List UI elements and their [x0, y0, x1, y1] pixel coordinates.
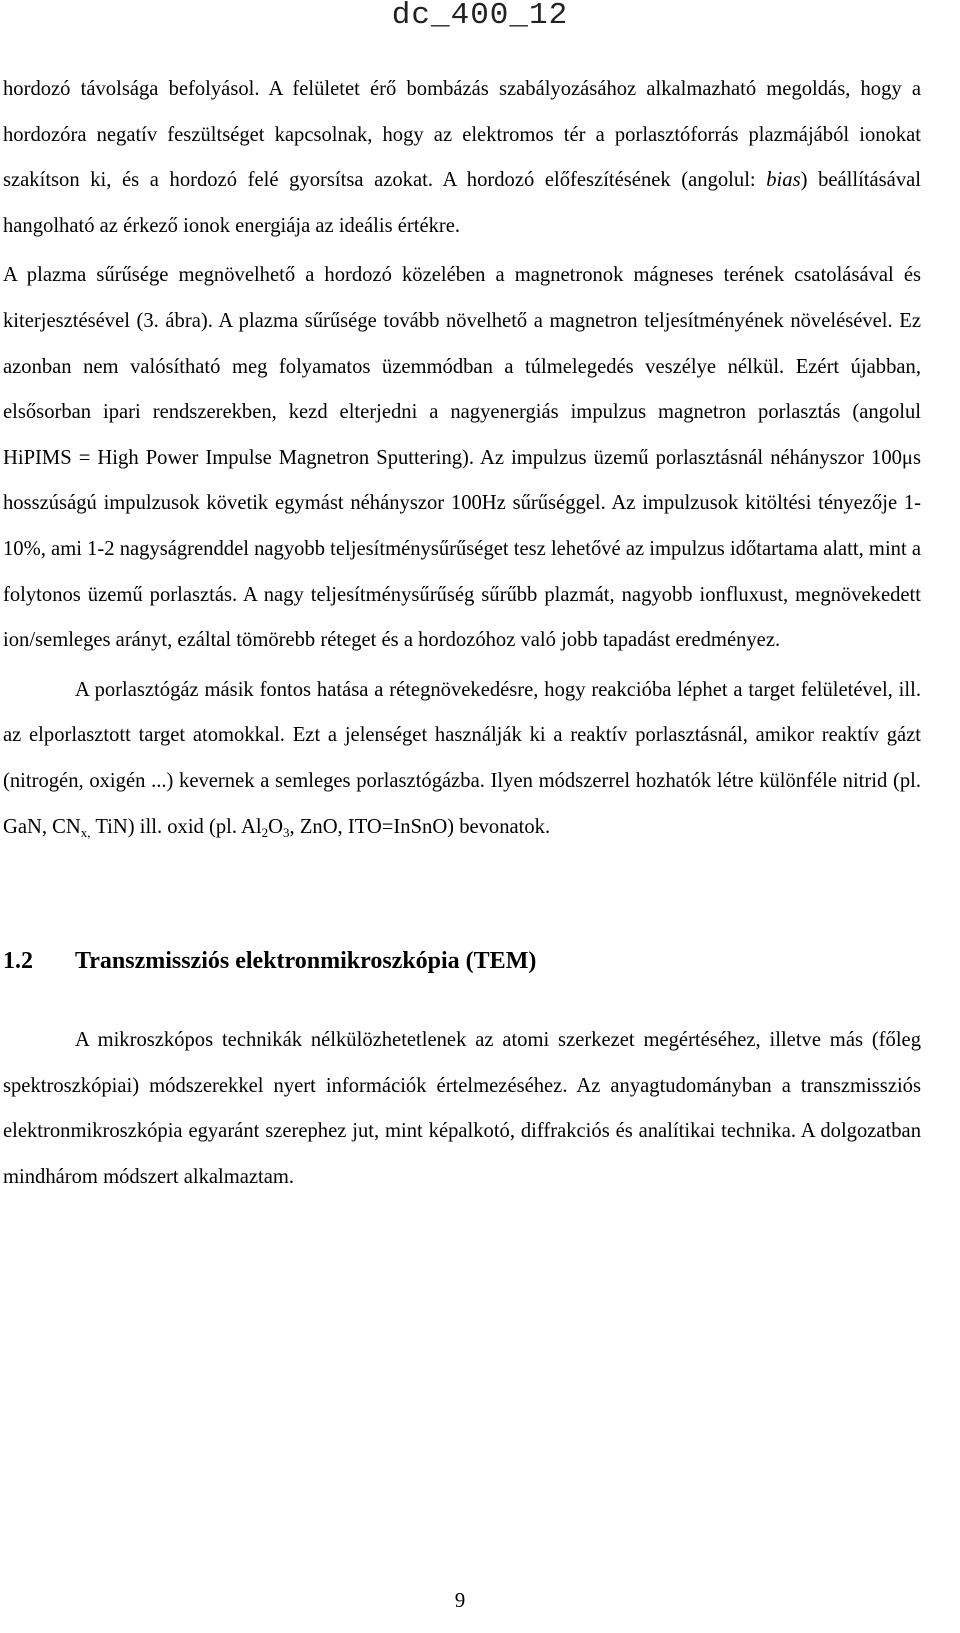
italic-term-bias: bias — [766, 169, 801, 192]
document-id-header: dc_400_12 — [391, 0, 569, 33]
paragraph-tem-intro: A mikroszkópos technikák nélkülözhetetlenek az atomi szerkezet megértéséhez, illetve más (főleg spektroszkópiai) módszerekkel nyert információk értelmezéséhez. Az anyagtudományban a transzmissziós elektronmikroszkópia egyaránt szerephez jut, mint képalkotó, diffrakciós és analítikai technika. A dolgozatban mindhárom módszert alkalmaztam. — [3, 1029, 921, 1188]
subscript-2: 2 — [261, 824, 269, 840]
paragraph-substrate-bias — [3, 67, 921, 249]
section-title: Transzmissziós elektronmikroszkópia (TEM) — [75, 948, 537, 975]
page-number: 9 — [454, 1588, 466, 1612]
section-heading — [3, 943, 921, 979]
paragraph-text: O — [268, 815, 284, 838]
paragraph-text: ) beállításával hangolható az érkező ionok energiája az ideális értékre. — [3, 169, 921, 237]
paragraph-text: hordozó távolsága befolyásol. A felületet érő bombázás szabályozásához alkalmazható megoldás, hogy a hordozóra negatív feszültséget kapcsolnak, hogy az elektromos tér a porlasztóforrás plazmájából ionokat szakítson ki, és a hordozó felé gyorsítsa azokat. A hordozó előfeszítésének (angolul: — [3, 78, 921, 192]
subscript-3: 3 — [283, 824, 290, 840]
page-body — [3, 67, 921, 1200]
paragraph-text: A porlasztógáz másik fontos hatása a rétegnövekedésre, hogy reakcióba léphet a target felületével, ill. az elporlasztott target atomokkal. Ezt a jelenséget használják ki a reaktív porlasztásnál, amikor reaktív gázt (nitrogén, oxigén ...) kevernek a semleges porlasztógázba. Ilyen módszerrel hozhatók létre különféle nitrid (pl. GaN, CN — [3, 678, 921, 838]
subscript-x: x, — [80, 824, 91, 840]
paragraph-text: TiN) ill. oxid (pl. Al — [90, 815, 262, 838]
paragraph-text: , ZnO, ITO=InSnO) bevonatok. — [289, 815, 551, 838]
paragraph-plasma-density: A plazma sűrűsége megnövelhető a hordozó közelében a magnetronok mágneses terének csatolásával és kiterjesztésével (3. ábra). A plazma sűrűsége tovább növelhető a magnetron teljesítményének növelésével. Ez azonban nem valósítható meg folyamatos üzemmódban a túlmelegedés veszélye nélkül. Ezért újabban, elsősorban ipari rendszerekben, kezd elterjedni a nagyenergiás impulzus magnetron porlasztás (angolul HiPIMS = High Power Impulse Magnetron Sputtering). Az impulzus üzemű porlasztásnál néhányszor 100μs hosszúságú impulzusok követik egymást néhányszor 100Hz sűrűséggel. Az impulzusok kitöltési tényezője 1-10%, ami 1-2 nagyságrenddel nagyobb teljesítménysűrűséget tesz lehetővé az impulzus időtartama alatt, mint a folytonos üzemű porlasztás. A nagy teljesítménysűrűség sűrűbb plazmát, nagyobb ionfluxust, megnövekedett ion/semleges arányt, ezáltal tömörebb réteget és a hordozóhoz való jobb tapadást eredményez. — [3, 264, 921, 652]
paragraph-reactive-sputtering — [3, 668, 921, 850]
section-number: 1.2 — [3, 948, 33, 975]
